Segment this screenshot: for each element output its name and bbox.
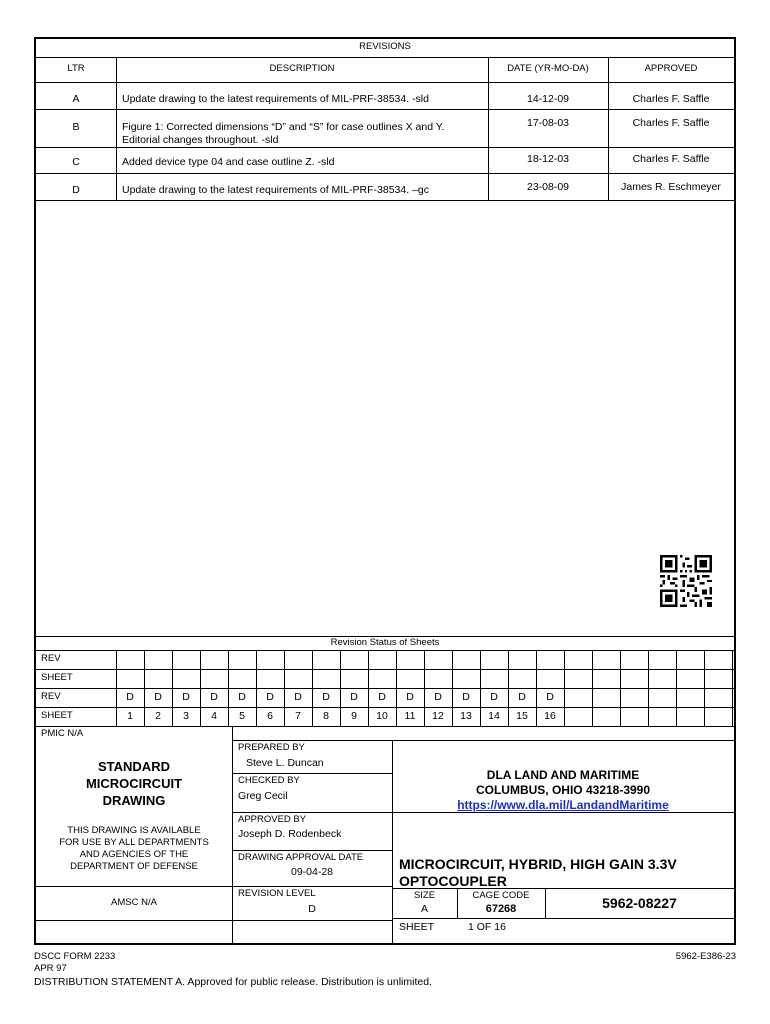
standard-title-line2: MICROCIRCUIT [85,776,183,791]
document-title: MICROCIRCUIT, HYBRID, HIGH GAIN 3.3V [399,856,677,872]
form-date: APR 97 [34,963,67,974]
rev-cell: D [406,691,414,703]
approval-date: 09-04-28 [290,866,334,878]
status-row-sheet-blank [36,669,734,688]
document-title-line2: OPTOCOUPLER [399,873,507,889]
approved-header: APPROVED [644,63,698,74]
approved-by-label: APPROVED BY [238,814,307,825]
ltr-header: LTR [67,63,85,74]
organization-name: DLA LAND AND MARITIME [486,768,640,782]
rev-cell: D [266,691,274,703]
revisions-title: REVISIONS [359,41,411,52]
sheet-label: SHEET [41,710,73,721]
revision-letter: D [72,184,80,196]
availability-note-line2: FOR USE BY ALL DEPARTMENTS [59,837,209,848]
rev-cell: D [546,691,554,703]
standard-title: STANDARD [98,759,170,774]
availability-note-line4: DEPARTMENT OF DEFENSE [70,861,198,872]
sheet-cell: 9 [351,710,357,722]
organization-address: COLUMBUS, OHIO 43218-3990 [475,783,651,797]
revision-approver: Charles F. Saffle [632,117,710,129]
revision-description: Update drawing to the latest requirements of MIL-PRF-38534. -sld [122,93,429,105]
revision-level-value: D [308,903,316,915]
approved-by-name: Joseph D. Rodenbeck [238,828,342,840]
status-row-rev [36,688,734,707]
sheet-cell: 12 [432,710,444,722]
sheet-cell: 1 [127,710,133,722]
revision-letter: B [72,121,80,133]
availability-note-line3: AND AGENCIES OF THE [79,849,189,860]
size-value: A [420,903,428,915]
organization-link-wrapper [392,799,734,813]
status-row-sheet [36,707,734,726]
rev-cell: D [294,691,302,703]
revision-approver: James R. Eschmeyer [621,181,721,193]
sheet-cell: 8 [323,710,329,722]
rev-label: REV [41,691,61,702]
sheet-label: SHEET [41,672,73,683]
amsc-label: AMSC N/A [111,897,157,908]
revision-description: Update drawing to the latest requirements of MIL-PRF-38534. –gc [122,184,429,196]
description-header: DESCRIPTION [269,63,335,74]
sheet-cell: 6 [267,710,273,722]
availability-note: THIS DRAWING IS AVAILABLE [67,825,201,836]
revision-date: 18-12-03 [526,153,570,165]
rev-label: REV [41,653,61,664]
checked-by-label: CHECKED BY [238,775,300,786]
revision-date: 23-08-09 [526,181,570,193]
sheet-cell: 5 [239,710,245,722]
status-row-rev-blank [36,650,734,669]
sheet-cell: 3 [183,710,189,722]
date-header: DATE (YR-MO-DA) [507,63,589,74]
prepared-by-label: PREPARED BY [238,742,305,753]
sheet-cell: 15 [516,710,528,722]
rev-cell: D [126,691,134,703]
document-number: 5962-08227 [602,895,677,911]
rev-cell: D [322,691,330,703]
revision-approver: Charles F. Saffle [632,153,710,165]
rev-cell: D [518,691,526,703]
sheet-cell: 2 [155,710,161,722]
revision-date: 14-12-09 [526,93,570,105]
revision-status-title: Revision Status of Sheets [330,637,440,648]
distribution-statement: DISTRIBUTION STATEMENT A. Approved for public release. Distribution is unlimited. [34,976,432,988]
sheet-of-value: 1 OF 16 [468,921,506,933]
revision-date: 17-08-03 [526,117,570,129]
prepared-by-name: Steve L. Duncan [246,757,324,769]
sheet-label: SHEET [399,921,435,933]
revision-description: Figure 1: Corrected dimensions “D” and “S” for case outlines X and Y. [122,121,445,133]
sheet-cell: 11 [404,710,416,722]
cage-code-value: 67268 [485,903,517,915]
form-number: DSCC FORM 2233 [34,951,116,962]
checked-by-name: Greg Cecil [238,790,288,802]
rev-cell: D [182,691,190,703]
rev-cell: D [210,691,218,703]
revision-level-label: REVISION LEVEL [238,888,316,899]
sheet-cell: 14 [488,710,500,722]
revision-approver: Charles F. Saffle [632,93,710,105]
sheet-cell: 4 [211,710,217,722]
qr-code-icon [660,555,712,607]
rev-cell: D [490,691,498,703]
organization-link[interactable]: https://www.dla.mil/LandandMaritime [457,798,669,812]
rev-cell: D [350,691,358,703]
rev-cell: D [238,691,246,703]
drawing-frame [34,37,736,945]
standard-title-line3: DRAWING [102,793,166,808]
rev-cell: D [462,691,470,703]
revision-letter: A [72,93,80,105]
sheet-cell: 7 [295,710,301,722]
cage-code-label: CAGE CODE [472,890,530,901]
approval-date-label: DRAWING APPROVAL DATE [238,852,364,863]
sheet-cell: 10 [376,710,388,722]
rev-cell: D [378,691,386,703]
revision-description-line2: Editorial changes throughout. -sld [122,134,279,146]
rev-cell: D [154,691,162,703]
sheet-cell: 13 [460,710,472,722]
sheet-cell: 16 [544,710,556,722]
size-label: SIZE [413,890,436,901]
pmic-label: PMIC N/A [41,728,84,739]
rev-cell: D [434,691,442,703]
revision-letter: C [72,156,80,168]
form-code: 5962-E386-23 [675,951,736,962]
revision-description: Added device type 04 and case outline Z. -sld [122,156,335,168]
